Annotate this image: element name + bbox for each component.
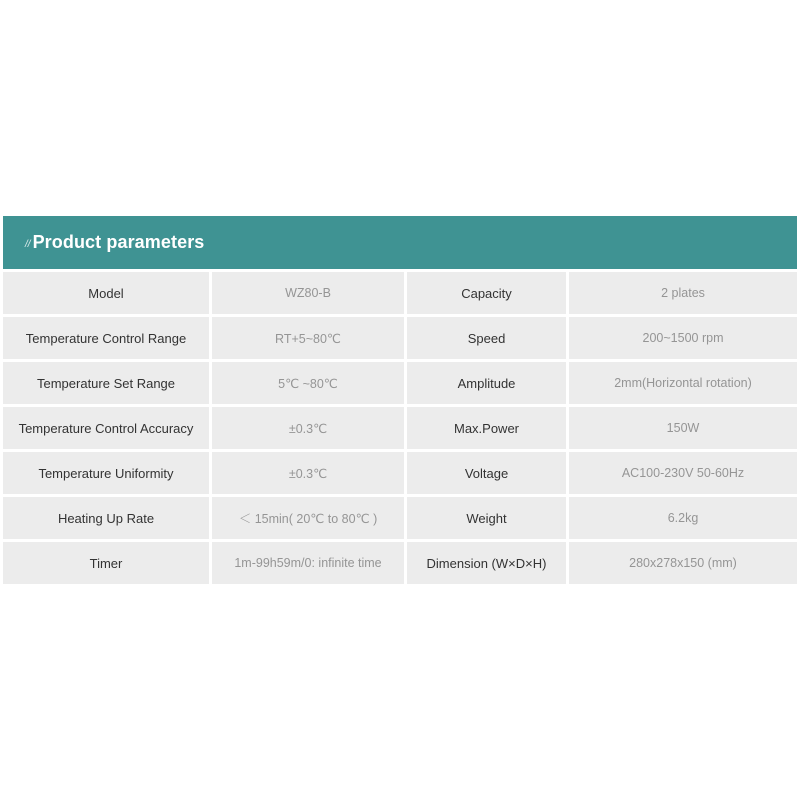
parameter-label: Amplitude [407, 362, 566, 404]
parameters-table [3, 272, 797, 584]
parameter-value: 2mm(Horizontal rotation) [569, 362, 797, 404]
parameter-label: Heating Up Rate [3, 497, 209, 539]
parameter-value: AC100-230V 50-60Hz [569, 452, 797, 494]
parameter-label: Speed [407, 317, 566, 359]
parameter-label: Temperature Control Range [3, 317, 209, 359]
parameter-label: Timer [3, 542, 209, 584]
parameter-label: Dimension (W×D×H) [407, 542, 566, 584]
header-prefix: // [25, 239, 31, 250]
parameter-value: ±0.3℃ [212, 407, 404, 449]
parameter-label: Voltage [407, 452, 566, 494]
parameter-value: 1m-99h59m/0: infinite time [212, 542, 404, 584]
parameter-label: Temperature Set Range [3, 362, 209, 404]
parameter-label: Temperature Control Accuracy [3, 407, 209, 449]
parameter-value: 2 plates [569, 272, 797, 314]
parameter-value: RT+5~80℃ [212, 317, 404, 359]
parameter-value: ＜ 15min( 20℃ to 80℃ ) [212, 497, 404, 539]
parameter-value: ±0.3℃ [212, 452, 404, 494]
parameter-value: 150W [569, 407, 797, 449]
parameter-value: 5℃ ~80℃ [212, 362, 404, 404]
parameter-value: 6.2kg [569, 497, 797, 539]
parameter-label: Model [3, 272, 209, 314]
parameter-value: WZ80-B [212, 272, 404, 314]
parameter-label: Capacity [407, 272, 566, 314]
parameter-value: 280x278x150 (mm) [569, 542, 797, 584]
parameter-label: Weight [407, 497, 566, 539]
parameter-value: 200~1500 rpm [569, 317, 797, 359]
section-title: Product parameters [32, 232, 205, 252]
section-header [3, 216, 797, 269]
parameter-label: Max.Power [407, 407, 566, 449]
parameter-label: Temperature Uniformity [3, 452, 209, 494]
